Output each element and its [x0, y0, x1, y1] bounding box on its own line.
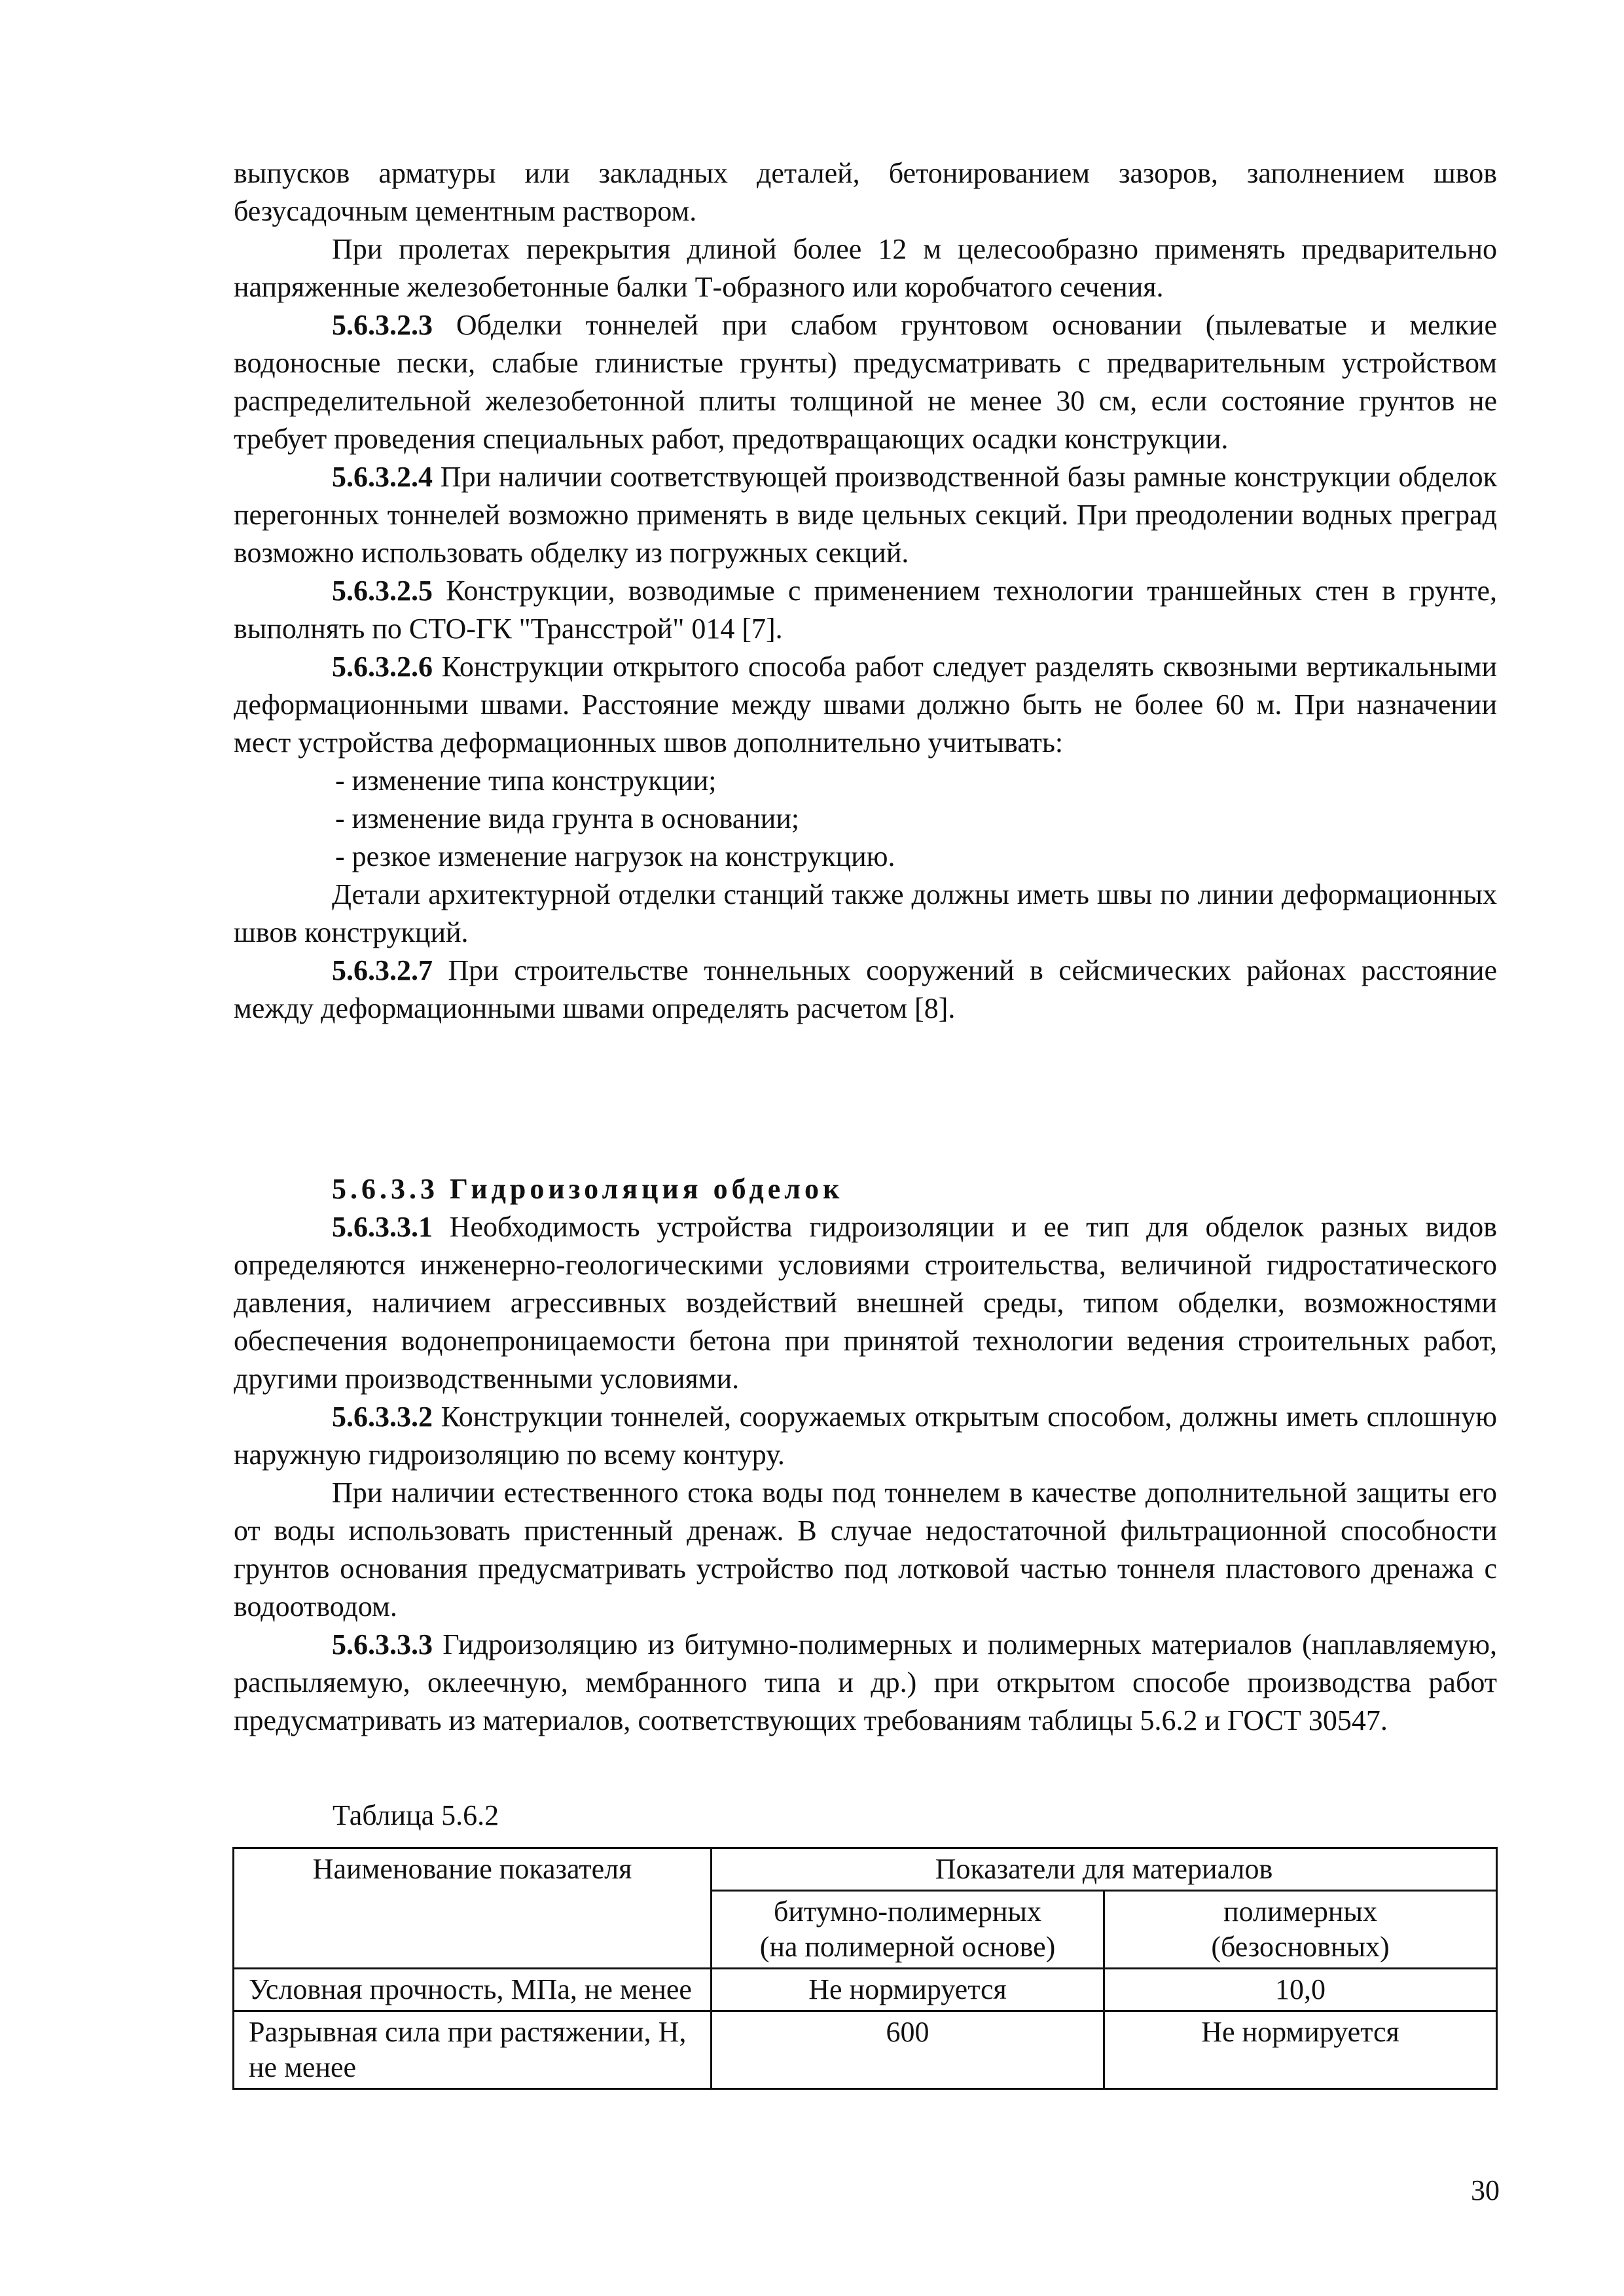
subheader-line: полимерных — [1223, 1895, 1377, 1928]
paragraph — [234, 306, 1497, 458]
clause-text: При наличии соответствующей производственной базы рамные конструкции обделок перегонных тоннелей возможно применять в виде цельных секций. При преодолении водных преград возможно использовать обделку из погружных секций. — [234, 461, 1497, 569]
table-cell: 10,0 — [1104, 1969, 1497, 2011]
subheader-cell — [712, 1891, 1104, 1969]
clause-number: 5.6.3.3.1 — [332, 1211, 433, 1243]
paragraph: выпусков арматуры или закладных деталей, бетонированием зазоров, заполнением швов безусадочным цементным раствором. — [234, 157, 1497, 227]
table-header-row — [234, 1848, 1497, 1891]
table-row — [234, 1969, 1497, 2011]
clause-number: 5.6.3.2.7 — [332, 954, 433, 986]
clause-text: Конструкции, возводимые с применением технологии траншейных стен в грунте, выполнять по СТО-ГК "Трансстрой" 014 [7]. — [234, 575, 1498, 645]
table-row — [234, 2011, 1497, 2089]
clause-number: 5.6.3.3.2 — [332, 1401, 433, 1433]
list-item: - изменение вида грунта в основании; — [335, 802, 800, 834]
paragraph: При пролетах перекрытия длиной более 12 м целесообразно применять предварительно напряженные железобетонные балки Т-образного или коробчатого сечения. — [234, 233, 1497, 303]
paragraph: При наличии естественного стока воды под тоннелем в качестве дополнительной защиты его от воды использовать пристенный дренаж. В случае недостаточной фильтрационной способности грунтов основания предусматривать устройство под лотковой частью тоннеля пластового дренажа с водоотводом. — [234, 1477, 1497, 1623]
table-cell: Условная прочность, МПа, не менее — [234, 1969, 712, 2011]
clause-text: Необходимость устройства гидроизоляции и ее тип для обделок разных видов определяются инженерно-геологическими условиями строительства, величиной гидростатического давления, наличием агрессивных воздействий внешней среды, типом обделки, возможностями обеспечения водонепроницаемости бетона при принятой технологии ведения строительных работ, другими производственными условиями. — [234, 1211, 1497, 1395]
list-item: - резкое изменение нагрузок на конструкцию. — [335, 840, 895, 872]
clause-number: 5.6.3.2.6 — [332, 651, 433, 683]
header-cell-name: Наименование показателя — [234, 1848, 712, 1969]
body-text-lower — [234, 1170, 1497, 1740]
body-text-upper — [234, 154, 1497, 1028]
subheader-cell — [1104, 1891, 1497, 1969]
subheader-line: (безосновных) — [1211, 1931, 1390, 1963]
page-number: 30 — [1471, 2174, 1500, 2206]
table-cell: Не нормируется — [1104, 2011, 1497, 2089]
paragraph — [234, 1626, 1497, 1740]
clause-number: 5.6.3.2.5 — [332, 575, 433, 607]
clause-number: 5.6.3.2.4 — [332, 461, 433, 493]
clause-text: При строительстве тоннельных сооружений в сейсмических районах расстояние между деформационными швами определять расчетом [8]. — [234, 954, 1497, 1024]
properties-table — [232, 1847, 1498, 2090]
paragraph — [234, 572, 1497, 648]
clause-text: Гидроизоляцию из битумно-полимерных и полимерных материалов (наплавляемую, распыляемую, оклеечную, мембранного типа и др.) при открытом способе производства работ предусматривать из материалов, соответствующих требованиям таблицы 5.6.2 и ГОСТ 30547. — [234, 1628, 1498, 1736]
subheader-line: (на полимерной основе) — [759, 1931, 1056, 1963]
clause-text: Конструкции тоннелей, сооружаемых открытым способом, должны иметь сплошную наружную гидроизоляцию по всему контуру. — [234, 1401, 1497, 1471]
list-item: - изменение типа конструкции; — [335, 764, 717, 797]
table-cell: Не нормируется — [712, 1969, 1104, 2011]
clause-text: Конструкции открытого способа работ следует разделять сквозными вертикальными деформационными швами. Расстояние между швами должно быть не более 60 м. При назначении мест устройства деформационных швов дополнительно учитывать: — [234, 651, 1498, 759]
paragraph — [234, 1208, 1497, 1398]
table-cell: 600 — [712, 2011, 1104, 2089]
paragraph — [234, 458, 1497, 572]
subheader-line: битумно-полимерных — [774, 1895, 1041, 1928]
paragraph — [234, 648, 1497, 762]
clause-number: 5.6.3.2.3 — [332, 309, 433, 341]
paragraph: Детали архитектурной отделки станций также должны иметь швы по линии деформационных швов конструкций. — [234, 878, 1497, 948]
paragraph — [234, 1398, 1497, 1474]
table-cell: Разрывная сила при растяжении, Н, не менее — [234, 2011, 712, 2089]
clause-number: 5.6.3.3.3 — [332, 1628, 433, 1660]
paragraph — [234, 952, 1497, 1028]
clause-text: Обделки тоннелей при слабом грунтовом основании (пылеватые и мелкие водоносные пески, слабые глинистые грунты) предусматривать с предварительным устройством распределительной железобетонной плиты толщиной не менее 30 см, если состояние грунтов не требует проведения специальных работ, предотвращающих осадки конструкции. — [234, 309, 1497, 455]
header-cell-group: Показатели для материалов — [712, 1848, 1497, 1891]
table-caption: Таблица 5.6.2 — [333, 1799, 499, 1831]
section-heading: 5.6.3.3 Гидроизоляция обделок — [332, 1173, 844, 1205]
